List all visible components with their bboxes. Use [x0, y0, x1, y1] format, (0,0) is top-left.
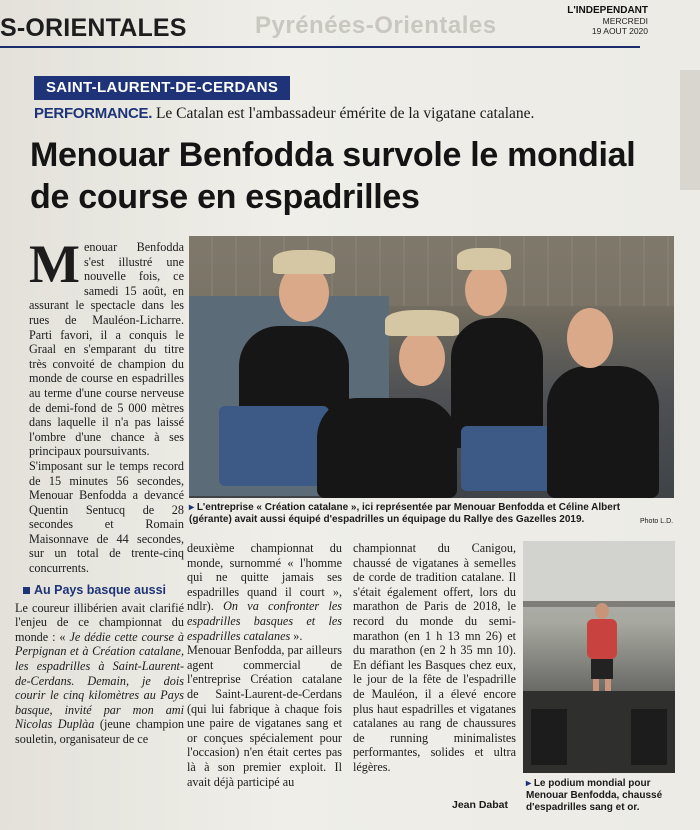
photo-credit: Photo L.D. — [640, 518, 674, 525]
article-column-3 — [353, 541, 516, 775]
kicker-text: Le Catalan est l'ambassadeur émérite de la vigatane catalane. — [152, 105, 535, 122]
paper-day: MERCREDI — [602, 16, 648, 26]
section-title: S-ORIENTALES — [0, 14, 187, 42]
subheading: Au Pays basque aussi — [23, 584, 184, 597]
tent-roof — [523, 541, 675, 607]
team-photo — [189, 236, 674, 498]
adjacent-page-edge — [680, 70, 700, 190]
author-signature: Jean Dabat — [452, 799, 509, 811]
speaker-icon — [531, 709, 567, 765]
article-column-2 — [187, 541, 342, 789]
caption-arrow-icon: ▸ — [526, 778, 534, 789]
section-title-ghost: Pyrénées-Orientales — [255, 12, 497, 39]
article-paragraph: championnat du Canigou, chaussé de vigatanes à semelles de corde de tradition catalane. Il s'était également offert, lors du marathon de Paris de 2018, le record du monde du semi-marathon (en 1 h 13 mn 26) et du marathon (en 2 h 35 mn 10). En défiant les Basques chez eux, le jour de la fête de l'espadrille de Mauléon, il a élevé encore plus haut espadrilles et vigatanes catalanes au rang de chaussures de running minimalistes performantes, solides et ultra légères. — [353, 541, 516, 774]
article-column-1 — [15, 234, 185, 747]
person-silhouette — [547, 366, 659, 498]
article-paragraph: deuxième championnat du monde, surnommé « l'homme qui ne quitte jamais ses espadrilles quand il court », ndlr). On va confronter les espadrilles basques et les espadrilles catalanes ». — [187, 541, 342, 643]
paper-name: L'INDEPENDANT — [567, 5, 648, 16]
article-paragraph: Le coureur illibérien avait clarifié l'enjeu de ce championnat du monde : « Je dédie cette course à Perpignan et à Création catalane, les espadrilles à Saint-Laurent-de-Cerdans. Demain, je dois courir le cinq kilomètres au Pays basque, invité par mon ami Nicolas Duplàa (jeune champion souletin, organisateur de ce — [15, 600, 185, 746]
masthead — [567, 6, 648, 36]
caption-arrow-icon: ▸ — [189, 502, 197, 513]
jeans — [219, 406, 329, 486]
kicker-label: PERFORMANCE. — [34, 105, 153, 122]
paper-date: 19 AOUT 2020 — [591, 26, 648, 36]
jeans — [461, 426, 551, 491]
headline: Menouar Benfodda survole le mondial de course en espadrilles — [30, 136, 636, 216]
location-tag: SAINT-LAURENT-DE-CERDANS — [34, 76, 290, 100]
article-paragraph: Menouar Benfodda s'est illustré une nouvelle fois, ce samedi 15 août, en assurant le spectacle dans les rues de Mauléon-Licharre. Parti favori, il a conquis le Graal en s'emparant du titre très convoité de champion du monde de course en espadrilles au terme d'une course nerveuse de demi-fond de 5 000 mètres dans laquelle il n'a pas laissé l'ombre d'une chance à ses principaux poursuivants. — [29, 234, 184, 459]
straw-hat-icon — [385, 310, 459, 336]
podium-photo — [523, 541, 675, 773]
kicker — [34, 105, 534, 123]
person-face — [399, 330, 445, 386]
photo-caption: ▸ L'entreprise « Création catalane », ici représentée par Menouar Benfodda et Céline Albert (gérante) avait aussi équipé d'espadrilles un équipage du Rallye des Gazelles 2019. — [189, 502, 621, 525]
speaker-icon — [631, 709, 667, 765]
photo2-caption: ▸ Le podium mondial pour Menouar Benfodda, chaussé d'espadrilles sang et or. — [526, 778, 663, 813]
drop-cap: M — [29, 234, 80, 294]
person-silhouette — [317, 398, 457, 498]
cap-icon — [457, 248, 511, 270]
person-face — [465, 264, 507, 316]
cap-icon — [273, 250, 335, 274]
article-paragraph: Menouar Benfodda, par ailleurs agent commercial de l'entreprise Création catalane de Saint-Laurent-de-Cerdans (qui lui fabrique à chaque fois une paire de vigatanes sang et or conçues spécialement pour l'occasion) n'en était certes pas là à son premier exploit. Il avait déjà participé au — [187, 643, 342, 789]
header-rule — [0, 46, 640, 48]
article-paragraph: S'imposant sur le temps record de 15 minutes 56 secondes, Menouar Benfodda a devancé Quentin Sentucq de 28 secondes et Romain Maisonnave de 44 secondes, sur un total de trente-cinq concurrents. — [29, 458, 184, 576]
person-face — [567, 308, 613, 368]
